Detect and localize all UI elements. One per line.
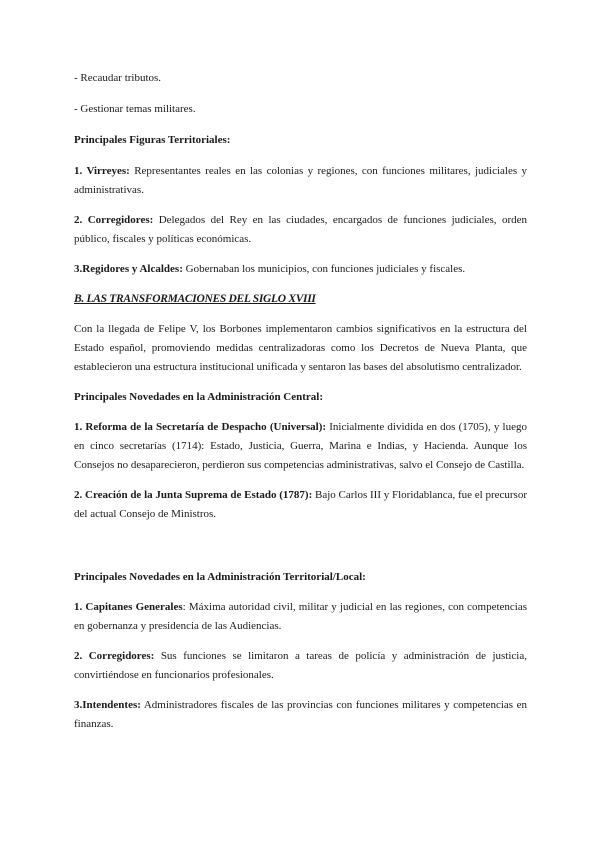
corregidores-label: 2. Corregidores: [74, 214, 154, 226]
intendentes-label: 3.Intendentes: [74, 699, 141, 711]
paragraph-corregidores [74, 211, 527, 249]
figures-title-text: Principales Figuras Territoriales: [74, 134, 231, 146]
reforma-label: 1. Reforma de la Secretaría de Despacho (Universal): [74, 421, 327, 433]
intendentes-text: Administradores fiscales de las provincias con funciones militares y competencias en finanzas. [74, 699, 527, 730]
virreyes-label: 1. Virreyes: [74, 165, 130, 177]
figures-title [74, 131, 527, 150]
capitanes-label: 1. Capitanes Generales [74, 601, 183, 613]
paragraph-capitanes [74, 598, 527, 636]
corregidores-text: Delegados del Rey en las ciudades, encargados de funciones judiciales, orden público, fiscales y políticas económicas. [74, 214, 527, 245]
central-title [74, 388, 527, 407]
reforma-text: Inicialmente dividida en dos (1705), y luego en cinco secretarías (1714): Estado, Justicia, Guerra, Marina e Indias, y Hacienda. Aunque los Consejos no desaparecieron, perdieron sus competencias administrativas, salvo el Consejo de Castilla. [74, 421, 527, 471]
paragraph-junta-suprema [74, 486, 527, 524]
paragraph-intendentes [74, 696, 527, 734]
paragraph-regidores [74, 260, 527, 279]
paragraph-virreyes [74, 162, 527, 200]
list-item-militares: - Gestionar temas militares. [74, 103, 196, 115]
section-b-heading [74, 290, 527, 309]
virreyes-text: Representantes reales en las colonias y regiones, con funciones militares, judiciales y administrativas. [74, 165, 528, 196]
territorial-title-text: Principales Novedades en la Administración Territorial/Local: [74, 571, 366, 583]
corregidores-2-label: 2. Corregidores: [74, 650, 155, 662]
central-title-text: Principales Novedades en la Administración Central: [74, 391, 324, 403]
capitanes-text: : Máxima autoridad civil, militar y judicial en las regiones, con competencias en gobernanza y presidencia de las Audiencias. [74, 601, 527, 632]
paragraph-corregidores-2 [74, 647, 527, 685]
junta-text: Bajo Carlos III y Floridablanca, fue el precursor del actual Consejo de Ministros. [74, 489, 527, 520]
territorial-title [74, 568, 527, 587]
paragraph-reforma-secretaria [74, 418, 527, 475]
junta-label: 2. Creación de la Junta Suprema de Estado (1787): [74, 489, 313, 501]
document-page [74, 69, 527, 734]
section-b-intro: Con la llegada de Felipe V, los Borbones implementaron cambios significativos en la estructura del Estado español, promoviendo medidas centralizadoras como los Decretos de Nueva Planta, que establecieron una estructura institucional unificada y sentaron las bases del absolutismo centralizador. [74, 323, 527, 373]
regidores-label: 3.Regidores y Alcaldes: [74, 263, 183, 275]
list-item-tributos: - Recaudar tributos. [74, 72, 162, 84]
section-b-heading-text: B. LAS TRANSFORMACIONES DEL SIGLO XVIII [74, 293, 316, 305]
regidores-text: Gobernaban los municipios, con funciones judiciales y fiscales. [182, 263, 466, 275]
corregidores-2-text: Sus funciones se limitaron a tareas de policía y administración de justicia, convirtiéndose en funcionarios profesionales. [74, 650, 527, 681]
